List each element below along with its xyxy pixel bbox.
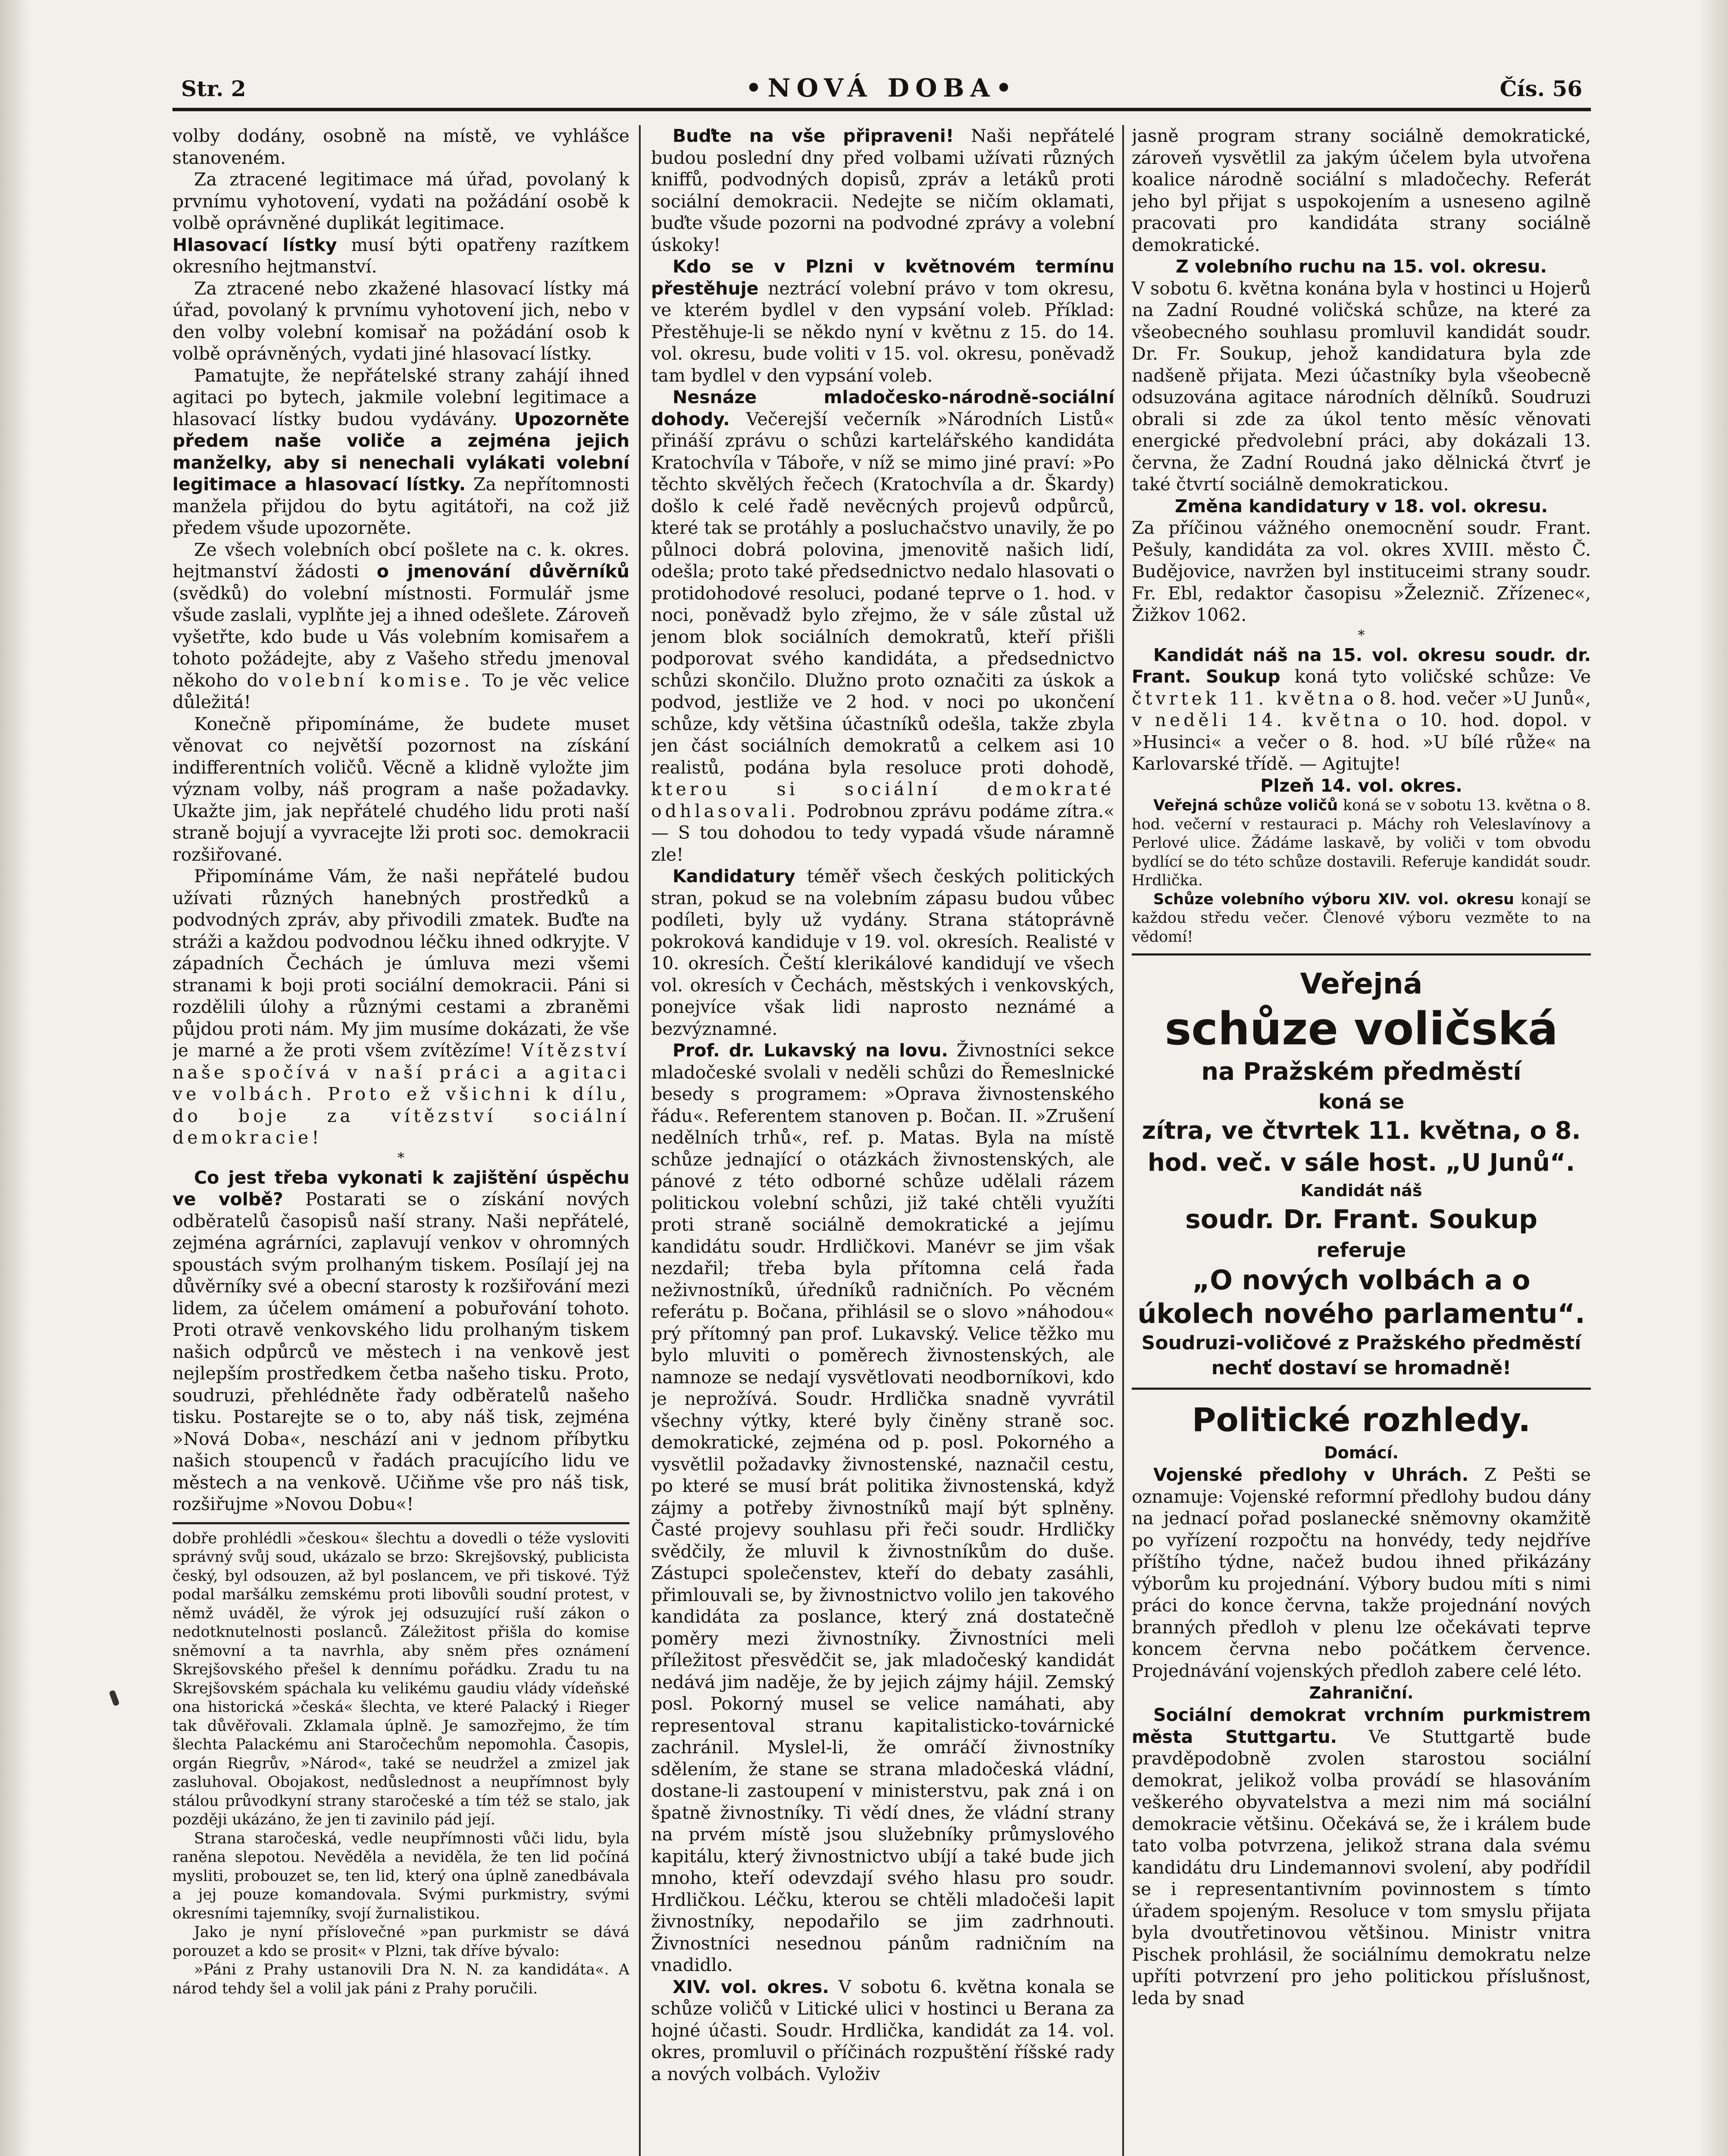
ad-line: zítra, ve čtvrtek 11. května, o 8. hod. več. v sále host. „U Junů“. xyxy=(1142,1117,1581,1177)
section-heading: Z volebního ruchu na 15. vol. okresu. xyxy=(1176,256,1547,277)
ad-line: referuje xyxy=(1316,1238,1406,1262)
meeting-advertisement xyxy=(1132,966,1591,1381)
spaced-text: neděli 14. května xyxy=(1155,710,1383,730)
bold-heading: Vojenské předlohy v Uhrách. xyxy=(1153,1464,1469,1485)
section-divider xyxy=(172,1522,629,1524)
ad-line: Veřejná xyxy=(1300,967,1423,1000)
paragraph-text: neztrácí volební právo v tom okresu, ve kterém bydlel v den vypsání voleb. Příklad: Přestěhuje-li se někdo nyní v květnu z 15. do 14. vol. okresu, bude voliti v 15. vol. okresu, poněvadž tam bydlel v den vypsání voleb. xyxy=(651,278,1114,386)
paragraph-text: Z Pešti se oznamuje: Vojenské reformní předlohy budou dány na jednací pořad poslanecké sněmovny okamžitě po vyřízení rozpočtu na honvédy, tedy nejdříve příštího týdne, načež budou ihned přikázány výborům ku projednání. Výbory budou míti s nimi práci do konce června, takže projednání nových branných předloh v plenu lze očekávati teprve koncem června nebo počátkem července. Projednávání vojenských předloh zabere celé léto. xyxy=(1132,1464,1591,1681)
paragraph xyxy=(172,234,629,278)
ad-speaker: soudr. Dr. Frant. Soukup xyxy=(1185,1204,1537,1235)
paragraph: V sobotu 6. května konána byla v hostinci u Hojerů na Zadní Roudné voličská schůze, na které za všeobecného souhlasu promluvil kandidát soudr. Dr. Fr. Soukup, jehož kandidatura byla zde nadšeně přijata. Mezi účastníky byla všeobecně odsuzována agitace národních dělníků. Soudruzi obrali si zde za úkol tento měsíc věnovati energické předvolební práci, aby dokázali 13. června, že Zadní Roudná jako dělnická čtvrť je také čtvrtí sociálně demokratickou. xyxy=(1132,278,1591,495)
column-rule xyxy=(1122,125,1124,2156)
section-title: Politické rozhledy. xyxy=(1192,1401,1531,1439)
bold-heading: Schůze volebního výboru XIV. vol. okresu xyxy=(1153,890,1514,908)
paragraph xyxy=(1132,1704,1591,2009)
column-1 xyxy=(172,125,629,2156)
paragraph xyxy=(651,865,1114,1040)
paragraph xyxy=(1132,1464,1591,1682)
bold-heading: Prof. dr. Lukavský na lovu. xyxy=(673,1040,949,1061)
paragraph-text: musí býti opatřeny razítkem okresního hejtmanství. xyxy=(172,234,629,277)
paragraph-text: Pamatujte, že nepřátelské strany zahájí ihned agitaci po bytech, jakmile volební legitimace a hlasovací lístky budou vydávány. xyxy=(172,365,629,429)
issue-number: Čís. 56 xyxy=(1499,76,1582,101)
paragraph: jasně program strany sociálně demokratické, zároveň vysvětlil za jakým účelem byla utvořena koalice národně sociální s mladočechy. Referát jeho byl přijat s uspokojením a usneseno agilně pracovati pro kandidáta strany sociálně demokratické. xyxy=(1132,125,1591,255)
paragraph xyxy=(651,1040,1114,1976)
paragraph-text: To je věc velice důležitá! xyxy=(172,670,629,712)
bold-warning: Upozorněte předem naše voliče a zejména jejich manželky, aby si nenechali vylákati volební legitimace a hlasovací lístky. xyxy=(172,408,629,495)
paragraph xyxy=(172,365,629,539)
paragraph-text: téměř všech českých politických stran, pokud se na volebním zápasu budou vůbec podíleti, byly už vydány. Strana státoprávně pokroková kandiduje v 19. vol. okresích. Realisté v 10. okresích. Čeští klerikálové kandidují ve všech vol. okresích v Čechách, městských i venkovských, ponejvíce však lidi naprosto neznámé a bezvýznamné. xyxy=(651,866,1114,1039)
paragraph-text: Živnostníci sekce mladočeské svolali v neděli schůzi do Řemeslnické besedy s programem: »Oprava živnostenského řádu«. Referentem stanoven p. Bočan. II. »Zrušení nedělních trhů«, ref. p. Matas. Byla na místě schůze jednající o otázkách živnostenských, ale pánové z této odborné schůze udělali rázem politickou volební schůzi, již také chtěli využíti proti straně sociálně demokratické a jejímu kandidátu soudr. Hrdličkovi. Manévr se jim však nezdařil; třeba byla přítomna celá řada neživnostníků, úředníků radničních. Po věcném referátu p. Bočana, přihlásil se o slovo »náhodou« prý přítomný pan prof. Lukavský. Velice těžko mu bylo mluviti o poměrech živnostenských, ale namnoze se nedají vysvětlovati neodborníkovi, kdo je neprožívá. Soudr. Hrdlička snadně vyvrátil všechny výtky, které byly činěny straně soc. demokratické, zejména od p. posl. Pokorného a vysvětlil požadavky živnostenské, naznačil cestu, po které se musí brát politika živnostenská, když zájmy a potřeby živnostníků mají být splněny. Časté projevy souhlasu při řeči soudr. Hrdličky svědčily, že mluvil k živnostníkům do duše. Zástupci společenstev, kteří do debaty zasáhli, přimlouvali se, by živnostnictvo volilo jen takového kandidáta za poslance, který zná dostatečně poměry mezi živnostníky. Živnostníci meli příležitost přesvědčit se, jak mladočeský kandidát nedává jim naděje, že by jejich zájmy hájil. Zemský posl. Pokorný musel se velice namáhati, aby representoval stranu kapitalisticko-továrnické zachránil. Myslel-li, že omráčí živnostníky sdělením, že stane se strana mladočeská vládní, dostane-li zastoupení v ministerstvu, pak zná i on špatně živnostníky. Ti vědí dnes, že vládní strany na prvém místě jsou služebníky průmyslového kapitálu, který živnostnictvo ubíjí a také bude jich mnoho, kteří odevzdají svého hlasu pro soudr. Hrdličkou. Léčku, kterou se chtěli mladočeši lapit živnostníky, nepodařilo se jim zadrhnouti. Živnostníci nesednou pánům radničním na vnadidlo. xyxy=(651,1040,1114,1975)
section-subtitle: Domácí. xyxy=(1324,1443,1399,1462)
bold-heading: Kdo se v Plzni v květnovém termínu přestěhuje xyxy=(651,256,1114,299)
paragraph-text: V sobotu 6. května konala se schůze voličů v Litické ulici v hostinci u Berana za hojné účasti. Soudr. Hrdlička, kandidát za 14. vol. okres, promluvil o příčinách rozpuštění říšské rady a nových volbách. Vyloživ xyxy=(651,1976,1114,2084)
paragraph-text: Ve Stuttgartě bude pravděpodobně zvolen starostou sociální demokrat, jelikož volba provádí se hlasováním veškerého obyvatelstva a mezi nim má sociální demokracie většinu. Očekává se, že i králem bude tato volba potvrzena, jelikož strana dala svému kandidátu dru Lindemannovi svolení, aby podřídil se i representantivním povinnostem s tímto úřadem spojeným. Resoluce v tom smyslu přijata byla dvoutřetinovou většinou. Ministr vnitra Pischek prohlásil, že sociálnímu demokratu nelze upříti potvrzení pro jeho politickou příslušnost, leda by snad xyxy=(1132,1726,1591,2009)
paragraph: Za příčinou vážného onemocnění soudr. Frant. Pešuly, kandidáta za vol. okres XVIII. město Č. Budějovice, navržen byl instituceimi strany soudr. Fr. Ebl, redaktor časopisu »Železnič. Zřízenec«, Žižkov 1062. xyxy=(1132,517,1591,625)
page-edge-left xyxy=(0,0,30,2156)
ad-line: koná se xyxy=(1318,1090,1405,1113)
column-2 xyxy=(651,125,1114,2156)
ink-mark xyxy=(109,1690,119,1707)
column-rule xyxy=(639,125,641,2156)
paragraph: Strana staročeská, vedle neupřímnosti vůči lidu, byla raněna slepotou. Nevěděla a neviděla, že ten lid počíná mysliti, probouzet se, ten lid, který ona úplně zanedbávala a jej pouze komandovala. Svými purkmistry, svými okresními tajemníky, svojí žurnalistikou. xyxy=(172,1830,629,1922)
section-star: * xyxy=(1358,627,1365,643)
paragraph: Za ztracené legitimace má úřad, povolaný k prvnímu vyhotovení, vydati na požádání osobě k volbě oprávněné duplikát legitimace. xyxy=(172,169,629,233)
bold-heading: Sociální demokrat vrchním purkmistrem města Stuttgartu. xyxy=(1132,1705,1591,1747)
section-heading: Změna kandidatury v 18. vol. okresu. xyxy=(1174,495,1548,517)
paragraph-text: koná tyto voličské schůze: Ve xyxy=(1294,666,1591,687)
paragraph xyxy=(1132,644,1591,775)
paragraph-text: o 10. hod. dopol. v »Husinci« a večer o 8. hod. »U bílé růže« na Karlovarské třídě. — Agitujte! xyxy=(1132,710,1591,774)
paragraph-text: koná se v sobotu 13. května o 8. hod. večerní v restauraci p. Máchy roh Veleslavínovy a Perlové ulice. Žádáme laskavě, by voliči v tom obvodu bydlící se do této schůze dostavili. Referuje kandidát soudr. Hrdlička. xyxy=(1132,797,1591,889)
paragraph xyxy=(651,386,1114,865)
bold-heading: Veřejná schůze voličů xyxy=(1153,797,1338,814)
paragraph xyxy=(1132,796,1591,890)
paragraph-text: Připomínáme Vám, že naši nepřátelé budou užívati různých hanebných prostředků a podvodných zpráv, aby přivodili zmatek. Buďte na stráži a každou podvodnou léčku ihned odkryjte. V západních Čechách je úmluva mezi všemi stranami k boji proti sociální demokracii. Páni si rozdělili úlohy a různými cestami a zbraněmi půjdou proti nám. My jim musíme dokázati, že vše je marné a že proti všem zvítězíme! xyxy=(172,866,629,1061)
bold-heading: Co jest třeba vykonati k zajištění úspěchu ve volbě? xyxy=(172,1167,629,1210)
spaced-text: volební komise. xyxy=(278,670,473,691)
column-3 xyxy=(1132,125,1591,2156)
page-edge-right xyxy=(1698,0,1728,2156)
spaced-text: Vítězství naše spočívá v naší práci a agitaci ve volbách. Proto ež všichni k dílu, do boje za vítězství sociální demokracie! xyxy=(172,1040,629,1148)
section-divider xyxy=(1132,1388,1591,1390)
ad-headline: schůze voličská xyxy=(1165,1003,1558,1055)
ad-line: na Pražském předměstí xyxy=(1201,1058,1521,1086)
newspaper-title: •NOVÁ DOBA• xyxy=(745,73,1018,103)
paragraph-text: konají se každou středu večer. Členové výboru vezměte to na vědomí! xyxy=(1132,890,1591,946)
paragraph xyxy=(1132,890,1591,947)
paragraph: »Páni z Prahy ustanovili Dra N. N. za kandidáta«. A národ tehdy šel a volil jak páni z Prahy poručili. xyxy=(172,1961,629,1997)
bold-term: o jmenování důvěrníků xyxy=(376,561,629,582)
paragraph: Jako je nyní příslovečné »pan purkmistr se dává porouzet a kdo se prosit« v Plzni, tak dříve bývalo: xyxy=(172,1924,629,1960)
paragraph-text: Za nepřítomnosti manžela přijdou do bytu agitátoři, na což již předem všude upozorněte. xyxy=(172,474,629,538)
page-number: Str. 2 xyxy=(181,76,246,101)
paragraph-text: Naši nepřátelé budou poslední dny před volbami užívati různých kniffů, podvodných dopisů, zpráv a letáků proti sociální demokracii. Nedejte se ničím oklamati, buďte všude pozorni na podvodné zprávy a volební úskoky! xyxy=(651,125,1114,255)
paragraph-text: Postarati se o získání nových odběratelů časopisů naší strany. Naši nepřátelé, zejména agrárníci, zaplavují venkov v ohromných spoustách svým prolhaným tiskem. Posílají jej na důvěrníky své a obecní starosty k rozšiřování mezi lidem, za účelem omámení a pobuřování tohoto. Proti otravě venkovského lidu prolhaným tiskem našich odpůrců ve městech i na venkově jest nejlepším prostředkem četba našeho tisku. Proto, soudruzi, přehlédněte řady odběratelů našeho tisku. Postarejte se o to, aby náš tisk, zejména »Nová Doba«, neschází ani v jednom příbytku našich stoupenců v řadách pracujícího lidu ve městech a na venkově. Učiňme vše pro náš tisk, rozšiřujme »Novou Dobu«! xyxy=(172,1189,629,1514)
paragraph-text: (svědků) do volební místnosti. Formulář jsme všude zaslali, vyplňte jej a ihned odešlete. Zároveň vyšetřte, kdo bude u Vás volebním komisařem a tohoto požádejte, aby z Vašeho středu jmenoval někoho do xyxy=(172,583,629,691)
paragraph xyxy=(651,1976,1114,2085)
bold-heading: Kandidát náš na 15. vol. okresu soudr. dr. Frant. Soukup xyxy=(1132,644,1591,687)
bold-term: Hlasovací lístky xyxy=(172,234,337,255)
paragraph xyxy=(651,256,1114,386)
bold-heading: XIV. vol. okres. xyxy=(673,1976,829,1997)
paragraph xyxy=(172,539,629,713)
paragraph xyxy=(651,125,1114,256)
bold-heading: Buďte na vše připraveni! xyxy=(673,125,954,146)
section-heading: Plzeň 14. vol. okres. xyxy=(1260,775,1462,796)
bold-heading: Kandidatury xyxy=(673,866,795,887)
paragraph-text: o 8. hod. večer »U Junů«, v xyxy=(1132,688,1591,730)
paragraph: volby dodány, osobně na místě, ve vyhlášce stanoveném. xyxy=(172,125,629,168)
spaced-text: čtvrtek 11. května xyxy=(1132,688,1358,709)
paragraph xyxy=(172,1167,629,1515)
page-header xyxy=(172,73,1591,111)
section-subtitle: Zahraniční. xyxy=(1309,1683,1414,1702)
paragraph: Za ztracené nebo zkažené hlasovací lístky má úřad, povolaný k prvnímu vyhotovení jich, nebo v den volby volební komisař na požádání osob k volbě oprávněných, vydati jiné hlasovací lístky. xyxy=(172,278,629,364)
section-divider xyxy=(1132,953,1591,956)
paragraph: Konečně připomínáme, že budete muset věnovat co největší pozornost na získání indifferentních voličů. Věcně a klidně vyložte jim význam volby, náš program a naše požadavky. Ukažte jim, jak nepřátelé chudého lidu proti naší straně bojují a vyvracejte lži proti soc. demokracii rozšiřované. xyxy=(172,713,629,865)
paragraph-text: Večerejší večerník »Národních Listů« přináší zprávu o schůzi kartelářského kandidáta Kratochvíla v Táboře, v níž se mimo jiné praví: »Po těchto skvělých řečech (Kratochvíla a dr. Škardy) došlo k celé řadě nevěcných projevů odpůrců, které tak se protáhly a posluchačstvo unavily, že po půlnoci dobrá polovina, jmenovitě našich lidí, odešla; proto také předsednictvo nedalo hlasovati o protidohodové resoluci, podané teprve o 1. hod. v noci, poněvadž bylo zřejmo, že v sále zůstal už jenom blok sociálních demokratů, kteří přišli podporovat svého kandidáta, a předsednictvo schůzi skončilo. Dlužno proto označiti za úskok a podvod, jestliže ve 2 hod. v noci po ukončení schůze, kdy většina účastníků odešla, takže zbyla jen část sociálních demokratů a celkem asi 10 realistů, podána byla resoluce proti dohodě, xyxy=(651,408,1114,778)
paragraph-text: Podrobnou zprávu podáme zítra.« — S tou dohodou to tedy vypadá všude náramně zle! xyxy=(651,800,1114,865)
paragraph: dobře prohlédli »českou« šlechtu a dovedli o téže vysloviti správný svůj soud, ukázalo se brzo: Skrejšovský, publicista český, byl odsouzen, až byl poslancem, ve při tiskové. Týž podal maršálku zemskému proti libovůli soudní protest, v němž uváděl, že výrok jej odsuzující ruší zákon o nedotknutelnosti poslanců. Záležitost přišla do komise sněmovní a ta navrhla, aby sněm přes oznámení Skrejšovského přešel k dennímu pořádku. Zradu tu na Skrejšovském spáchala ku velikému gaudiu vlády vídeňské ona historická »česká« šlechta, ve které Palacký i Rieger tak důvěřovali. Zklamala úplně. Je samozřejmo, že tím šlechta Palackému ani Staročechům nepomohla. Časopis, orgán Riegrův, »Národ«, také se neudržel a zmizel jak zasluhoval. Obojakost, nedůslednost a neupřímnost byly stálou průvodkyní strany staročeské a tím též se stalo, jak později ukázáno, že jen ti zavinilo pád její. xyxy=(172,1529,629,1828)
paragraph-text: Ze všech volebních obcí pošlete na c. k. okres. hejtmanství žádosti xyxy=(172,539,629,582)
ad-line: Kandidát náš xyxy=(1300,1181,1422,1200)
ad-line: Soudruzi-voličové z Pražského předměstí nechť dostaví se hromadně! xyxy=(1141,1332,1581,1379)
paragraph xyxy=(172,865,629,1149)
section-star: * xyxy=(398,1149,404,1166)
ad-topic: „O nových volbách a o úkolech nového parlamentu“. xyxy=(1137,1264,1585,1329)
spaced-text: kterou si sociální demokraté odhlasovali. xyxy=(651,779,1114,821)
bold-heading: Nesnáze mladočesko-národně-sociální dohody. xyxy=(651,387,1114,429)
